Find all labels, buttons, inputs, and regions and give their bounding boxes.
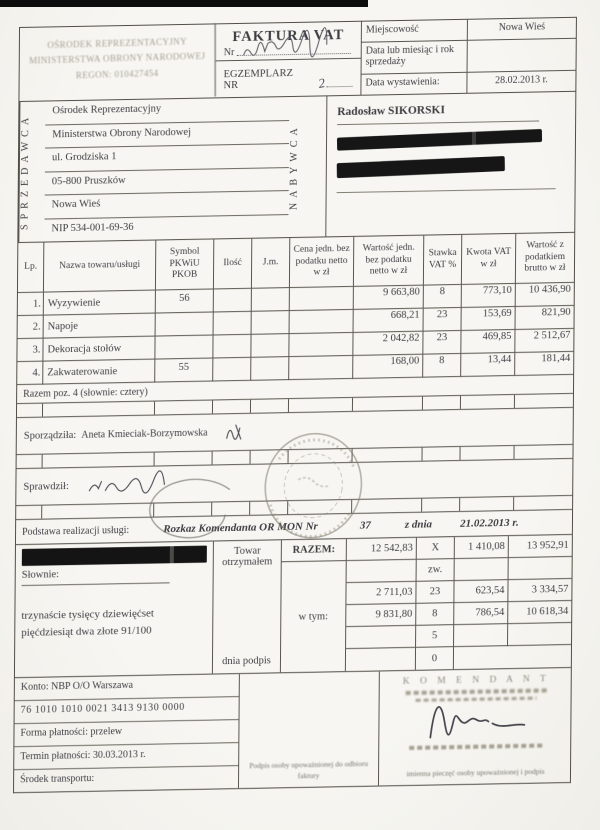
summary-rate: X [416, 537, 454, 560]
item-name: Napoje [44, 314, 156, 339]
field-value [468, 39, 576, 73]
summary-vat [453, 646, 507, 669]
summary-vat: 1 410,08 [454, 536, 508, 559]
stamp-line: MINISTERSTWA OBRONY NARODOWEJ [29, 51, 206, 66]
scan-edge-artifact [0, 0, 368, 7]
summary-vat: 786,54 [453, 602, 507, 625]
item-net: 9 663,80 [354, 286, 424, 310]
item-vat-rate: 8 [423, 354, 461, 378]
item-net: 2 042,82 [353, 332, 423, 356]
summary-net [345, 626, 415, 649]
nr-label: Nr [223, 47, 235, 59]
prepared-label: Sporządziła: [23, 429, 77, 442]
issuer-signature-caption: imienna pieczęć osoby upoważnionej i podpis [406, 766, 545, 778]
basis-zdnia: z dnia [404, 518, 433, 532]
col-header: Cena jedn. bez podatku netto w zł [290, 237, 354, 288]
item-unit [251, 357, 289, 381]
col-header: Stawka VAT % [424, 235, 462, 286]
towar-label: Towar [233, 545, 261, 558]
item-symbol: 56 [156, 289, 214, 313]
item-qty [214, 312, 252, 336]
summary-net: 9 831,80 [345, 604, 415, 627]
seller-nip: NIP 534-001-69-36 [51, 221, 134, 234]
stamp-illegible-line [406, 688, 547, 694]
item-vat-amount: 13,44 [461, 353, 515, 377]
invoice-header [18, 17, 576, 102]
item-name: Dekoracja stołów [43, 337, 155, 362]
summary-gross [507, 645, 571, 668]
summary-vat [454, 558, 508, 581]
buyer-side-label: NABYWCA [288, 96, 327, 237]
item-gross: 821,90 [515, 306, 573, 330]
item-unit [252, 288, 290, 312]
item-name: Zakwaterowanie [43, 360, 155, 385]
razem-label: RAZEM: [282, 539, 346, 562]
dnia-podpis-label: dnia podpis [222, 655, 271, 668]
field-value: Nowa Wieś [468, 18, 576, 41]
title-block [215, 22, 362, 98]
item-net: 168,00 [353, 355, 423, 379]
item-qty [214, 289, 252, 313]
title-top [216, 22, 361, 62]
goods-received-block [213, 540, 282, 673]
item-gross: 2 512,67 [515, 329, 573, 353]
wtym-label: w tym: [298, 610, 329, 623]
item-symbol [155, 335, 213, 359]
payment-term-line: Termin płatności: 30.03.2013 r. [14, 743, 238, 770]
amount-words-line: pięćdziesiąt dwa złote 91/100 [21, 624, 152, 639]
col-header: Wartość jedn. bez podatku netto w zł [354, 236, 424, 287]
item-lp: 4. [17, 362, 43, 385]
buyer-block [326, 92, 577, 237]
redaction-bar [22, 546, 207, 566]
handwritten-circle [143, 475, 240, 547]
seller-stamp-block [20, 24, 216, 102]
summary-net: 2 711,03 [345, 582, 415, 605]
seller-line: ul. Grodziska 1 [45, 144, 289, 172]
item-qty [213, 358, 251, 382]
item-vat-rate: 23 [423, 331, 461, 355]
payment-info-block [14, 674, 240, 792]
summary-rate: 5 [415, 625, 453, 648]
receiver-signature-caption: Podpis osoby upoważnionej do odbioru faktury [249, 758, 369, 780]
summary-gross: 13 952,91 [508, 535, 572, 558]
item-price [290, 310, 354, 334]
item-lp: 1. [18, 293, 44, 316]
redaction-bar [337, 129, 542, 151]
item-vat-amount: 153,69 [462, 307, 516, 331]
summary-rate: 0 [415, 647, 453, 670]
seller-line: Ministerstwa Obrony Narodowej [45, 121, 289, 149]
header-fields [361, 18, 576, 95]
basis-label: Podstawa realizacji usługi: [22, 524, 130, 538]
prepared-name: Aneta Kmieciak-Borzymowska [81, 427, 208, 441]
item-vat-amount: 469,85 [461, 330, 515, 354]
round-stamp [254, 424, 373, 548]
receiver-signature-block [239, 671, 380, 788]
basis-text: Rozkaz Komendanta OR MON Nr [163, 520, 318, 536]
transport-line: Środek transportu: [20, 772, 95, 786]
field-label: Data lub miesiąc i rok sprzedaży [362, 41, 468, 75]
summary-rate: 8 [415, 603, 453, 626]
item-gross: 181,44 [515, 352, 573, 376]
item-symbol: 55 [155, 358, 213, 382]
seller-side-label: SPRZEDAWCA [18, 102, 45, 243]
checked-label: Sprawdził: [23, 480, 69, 493]
invoice-number-line [224, 45, 353, 58]
handwritten-initials [222, 422, 248, 442]
invoice-document [13, 17, 577, 793]
item-unit [251, 334, 289, 358]
seller-line: Ośrodek Reprezentacyjny [45, 97, 289, 125]
seller-address [44, 97, 289, 242]
item-vat-rate: 23 [424, 308, 462, 332]
copy-number-line [215, 59, 360, 98]
stamp-line: REGON: 010427454 [75, 67, 159, 80]
col-header: J.m. [252, 238, 290, 289]
redaction-bar [337, 156, 505, 178]
egzemplarz-label: EGZEMPLARZ NR [223, 67, 294, 92]
summary-gross: 3 334,57 [507, 579, 571, 602]
item-price [290, 287, 354, 311]
col-header: Nazwa towaru/usługi [44, 241, 156, 293]
summary-rate: 23 [415, 581, 453, 604]
item-qty [213, 335, 251, 359]
handwritten-copy-number: 2 [316, 74, 326, 91]
parties-section [17, 92, 576, 243]
konto-line: Konto: NBP O/O Warszawa [15, 674, 239, 701]
summary-net [345, 648, 415, 671]
basis-number: 37 [359, 519, 371, 532]
summary-net: 12 542,83 [346, 538, 416, 561]
summary-net [346, 560, 416, 583]
summary-rate: zw. [416, 559, 454, 582]
item-net: 668,21 [354, 309, 424, 333]
document-title: FAKTURA VAT [232, 27, 345, 46]
col-header: Kwota VAT w zł [462, 234, 516, 285]
col-header: Symbol PKWiU PKOB [156, 239, 214, 290]
footer-section [13, 668, 572, 793]
account-number: 76 1010 1010 0021 3413 9130 0000 [15, 697, 239, 724]
field-label: Data wystawienia: [361, 73, 467, 95]
seller-line: 05-800 Pruszków [45, 168, 289, 196]
stamp-illegible-line [409, 744, 542, 750]
item-symbol [156, 312, 214, 336]
item-vat-amount: 773,10 [462, 284, 516, 308]
item-name: Wyzywienie [44, 291, 156, 316]
amount-in-words-block [15, 542, 214, 678]
buyer-name: Radosław SIKORSKI [337, 98, 540, 125]
item-lp: 3. [17, 339, 43, 362]
field-value: 28.02.2013 r. [495, 74, 548, 87]
issuer-signature-block [379, 668, 573, 786]
summary-gross [507, 623, 571, 646]
summary-vat: 623,54 [453, 580, 507, 603]
item-price [289, 333, 353, 357]
field-label: Miejscowość [362, 20, 468, 43]
basis-date: 21.02.2013 r. [460, 516, 519, 530]
payment-form-line: Forma płatności: przelew [14, 720, 238, 747]
item-vat-rate: 8 [424, 285, 462, 309]
item-unit [252, 311, 290, 335]
handwritten-number [240, 41, 340, 59]
item-gross: 10 436,90 [516, 283, 574, 307]
col-header: Lp. [18, 243, 44, 293]
summary-gross [508, 557, 572, 580]
buyer-rule [337, 188, 555, 193]
komendant-stamp-title: K O M E N D A N T [402, 674, 550, 688]
copy-dotted-line [326, 86, 352, 87]
item-lp: 2. [18, 316, 44, 339]
col-header: Ilość [214, 239, 252, 290]
col-header: Wartość z podatkiem brutto w zł [516, 233, 574, 284]
amount-words-line: trzynaście tysięcy dziewięćset [21, 607, 154, 623]
summary-vat [453, 624, 507, 647]
summary-section [14, 535, 573, 678]
seller-line: Nowa Wieś [45, 191, 289, 219]
slownie-label: Słownie: [22, 567, 170, 586]
razem-note: Razem poz. 4 (słownie: cztery) [17, 375, 573, 404]
summary-gross: 10 618,34 [507, 601, 571, 624]
towar-label: otrzymałem [222, 556, 273, 569]
item-price [289, 356, 353, 380]
stamp-line: OŚRODEK REPREZENTACYJNY [47, 36, 188, 51]
komendant-stamp [380, 674, 573, 703]
